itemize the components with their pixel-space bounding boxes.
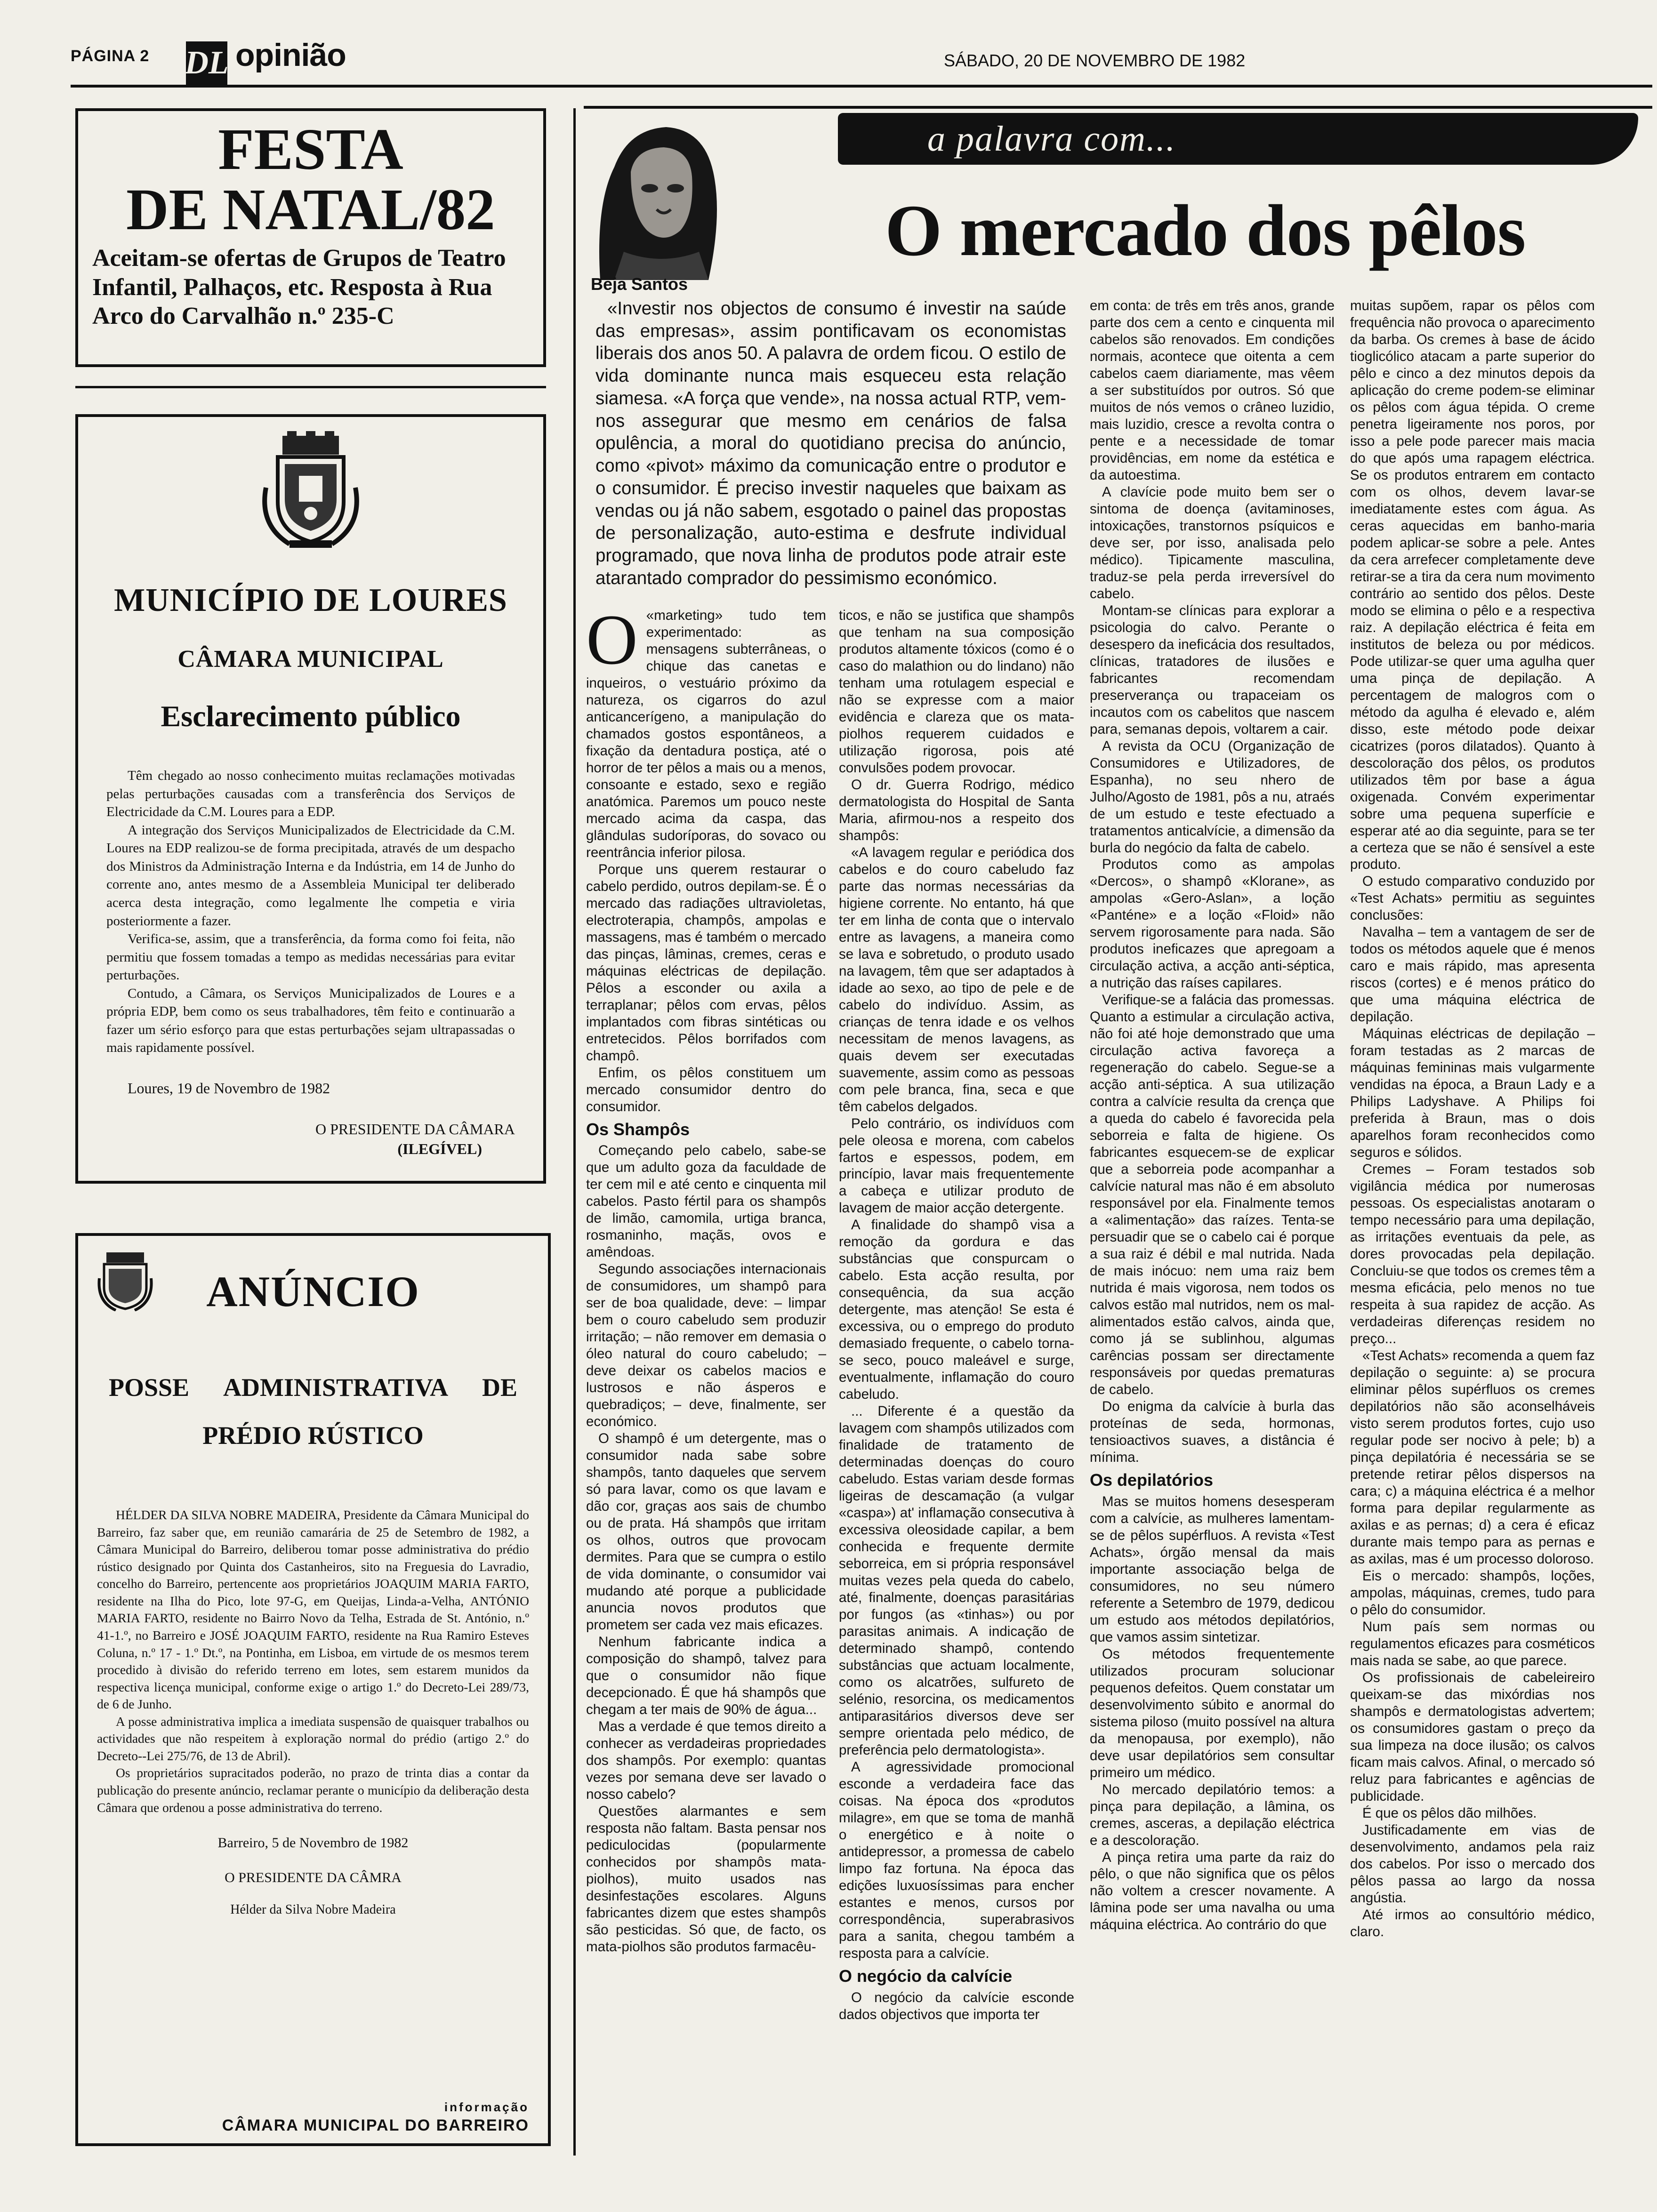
- article-paragraph: Montam-se clínicas para explorar a psicologia do calvo. Perante o desespero da ineficácia dos resultados, clínicas, tratadores de ilusões e fabricantes recomendam preserverança ou trapaceiam os incautos com os cabelitos que nascem para, semanas depois, voltarem a cair.: [1090, 602, 1335, 737]
- article-paragraph: Segundo associações internacionais de consumidores, um shampô para ser de boa qualidade, deve: – limpar bem o couro cabeludo sem produzir irritação; – não remover em demasia o óleo natural do couro cabeludo; – deve deixar os cabelos macios e lustrosos e não ásperos e quebradiços; – deve, finalmente, ser económico.: [586, 1261, 826, 1430]
- article-paragraph: A agressividade promocional esconde a verdadeira face das coisas. Na época dos «produtos milagre», em que se toma de manhã o energético e à noite o antidepressor, a promessa de cabelo limpo faz fortuna. Na época das edições luxuosíssimas para encher estantes e menos, cursos por correspondência, superabrasivos para a sanita, chegou também a resposta para a calvície.: [839, 1759, 1074, 1961]
- subhead-depilatorios: Os depilatórios: [1090, 1470, 1214, 1490]
- article-column-1: [586, 600, 826, 1956]
- article-paragraph: Começando pelo cabelo, sabe-se que um adulto goza da faculdade de ter cem mil e até cento e cinquenta mil cabelos. Pasto fértil para os shampôs de limão, camomila, urtiga branca, rosmaninho, maçãs, ovos e amêndoas.: [586, 1143, 826, 1260]
- header-rule: [71, 85, 1652, 88]
- signature-title: O PRESIDENTE DA CÂMARA: [315, 1121, 515, 1138]
- notice-paragraph: Contudo, a Câmara, os Serviços Municipalizados de Loures e a própria EDP, bem como os seus trabalhadores, têm feito e continuarão a fazer um sério esforço para que estas perturbações sejam ultrapassadas o mais rapidamente possível.: [106, 986, 515, 1056]
- festa-title: FESTA: [218, 117, 403, 182]
- article-top-rule: [584, 106, 1652, 109]
- festa-body: Aceitam-se ofertas de Grupos de Teatro Infantil, Palhaços, etc. Resposta à Rua Arco do Carvalhão n.º 235-C: [92, 245, 506, 329]
- notice-paragraph: Têm chegado ao nosso conhecimento muitas reclamações motivadas pelas perturbações causadas com a transferência dos Serviços de Electricidade da C.M. Loures para a EDP.: [106, 768, 515, 820]
- article-paragraph: A pinça retira uma parte da raiz do pêlo, o que não significa que os pêlos não voltem a crescer novamente. A lâmina pode ser uma navalha ou uma máquina eléctrica. Ao contrário do que: [1090, 1849, 1335, 1933]
- notice-paragraph: A posse administrativa implica a imediata suspensão de quaisquer trabalhos ou actividades que não respeitem à exploração normal do prédio (artigo 2.º do Decreto--Lei 275/76, de 13 de Abril).: [97, 1714, 529, 1763]
- article-paragraph: Produtos como as ampolas «Dercos», o shampô «Klorane», as ampolas «Gero-Aslan», a loção «Panténe» e a loção «Floid» não servem rigorosamente para nada. São produtos ineficazes que apregoam a circulação activa, a acção anti-séptica, a nutrição das raíses capilares.: [1090, 857, 1335, 991]
- article-paragraph: O negócio da calvície esconde dados objectivos que importa ter: [839, 1989, 1074, 2022]
- column-banner: a palavra com...: [838, 113, 1638, 165]
- divider: [75, 386, 546, 388]
- author-byline: Beja Santos: [591, 274, 688, 294]
- article-paragraph: Questões alarmantes e sem resposta não faltam. Basta pensar nos pediculocidas (popularmente conhecidos por shampôs mata-piolhos), muito usados nas desinfestações escolares. Alguns fabricantes dizem que estes shampôs são pesticidas. Só que, de facto, os mata-piolhos são produtos farmacêu-: [586, 1803, 826, 1955]
- municipality-subtitle: CÂMARA MUNICIPAL: [177, 646, 444, 673]
- info-label: informação: [444, 2100, 529, 2114]
- article-paragraph: Eis o mercado: shampôs, loções, ampolas, máquinas, cremes, tudo para o pêlo do consumidor.: [1350, 1568, 1595, 1618]
- article-paragraph: O estudo comparativo conduzido por «Test Achats» permitiu as seguintes conclusões:: [1350, 874, 1595, 923]
- notice-paragraph: HÉLDER DA SILVA NOBRE MADEIRA, Presidente da Câmara Municipal do Barreiro, faz saber que, em reunião camarária de 25 de Setembro de 1982, a Câmara Municipal do Barreiro, deliberou tomar posse administrativa do prédio rústico designado por Quinta dos Castanheiros, sito na Freguesia do Lavradio, concelho do Barreiro, pertencente aos proprietários JOAQUIM MARIA FARTO, residente na Ilha do Pico, lote 97-G, em Queijas, Linda-a-Velha, ANTÓNIO MARIA FARTO, residente no Bairro Novo da Telha, Estrada de St. António, n.º 41-1.º, no Barreiro e JOSÉ JOAQUIM FARTO, residente na Rua Ramiro Esteves Coluna, n.º 17 - 1.º Dt.º, na Pontinha, em Lisboa, em virtude de os mesmos terem procedido à divisão do referido terreno em lotes, sem estarem munidos da respectiva licença municipal, conforme exige o artigo 1.º do Decreto-Lei 289/73, de 6 de Junho.: [97, 1507, 529, 1712]
- newspaper-logo: DL: [186, 41, 227, 85]
- article-column-4: [1350, 297, 1595, 1940]
- article-lead: «Investir nos objectos de consumo é investir na saúde das empresas», assim pontificavam os economistas liberais dos anos 50. A palavra de ordem ficou. O estilo de vida dominante nunca mais esqueceu esta relação siamesa. «A força que vende», na nossa actual RTP, vem-nos assegurar que mesmo em cenários de falsa opulência, a moral do quotidiano precisa do anúncio, como «pivot» máximo da comunicação entre o produtor e o consumidor. É preciso investir naqueles que baixam as vendas ou já não sabem, esgotado o painel das propostas de personalização, auto-estima e desfrute individual programado, que nova linha de produtos pode atrair este atarantado comprador do pessimismo económico.: [595, 298, 1066, 588]
- ad-title: ANÚNCIO: [206, 1267, 420, 1315]
- article-paragraph: Até irmos ao consultório médico, claro.: [1350, 1907, 1595, 1940]
- page-number: PÁGINA 2: [71, 47, 150, 65]
- article-paragraph: A revista da OCU (Organização de Consumidores e Utilizadores, de Espanha), no seu nhero de Julho/Agosto de 1981, pôs a nu, atraés de um estudo e teste efectuado a tratamentos anticalvície, a dimensão da burla do negócio da falta de cabelo.: [1090, 738, 1335, 856]
- article-paragraph: Cremes – Foram testados sob vigilância médica por numerosas pessoas. Os especialistas anotaram o tempo necessário para uma depilação, as irritações eventuais da pele, as dores provocadas pela depilação. Concluiu-se que todos os cremes têm a mesma eficácia, pelo menos no tue respeita à sua rapidez de acção. As verdadeiras diferenças residem no preço...: [1350, 1162, 1595, 1347]
- posse-word: ADMINISTRATIVA: [223, 1373, 449, 1402]
- article-paragraph: em conta: de três em três anos, grande parte dos cem a cento e cinquenta mil cabelos são renovados. Em condições normais, acontece que oitenta a cem cabelos caem diariamente, mas vêem a ser substituídos por outros. Só que muitos de nós vemos o crâneo luzidio, mais luzidio, cresce a revolta contra o pente e a necessidade de tomar providências, em nome da estética e da autoestima.: [1090, 298, 1335, 483]
- drop-cap: O: [586, 600, 638, 679]
- article-paragraph: Justificadamente em vias de desenvolvimento, andamos pela raiz dos cabelos. Por isso o mercado dos pêlos passa ao largo da nossa angústia.: [1350, 1822, 1595, 1906]
- festa-natal-ad: [75, 108, 546, 367]
- article-paragraph: «A lavagem regular e periódica dos cabelos e do couro cabeludo faz parte das normas necessárias da higiene corrente. No entanto, há que ter em linha de conta que o intervalo entre as lavagens, a maneira como se lava e sobretudo, o produto usado na lavagem, têm que ser adaptados à idade ao sexo, ao tipo de pele e de cabelo do indivíduo. Assim, as crianças de tenra idade e os velhos necessitam de menos lavagens, as quais devem ser executadas suavemente, assim como as pessoas com pele branca, fina, seca e que têm cabelos delgados.: [839, 844, 1074, 1114]
- article-paragraph: Nenhum fabricante indica a composição do shampô, talvez para que o consumidor não fique decepcionado. É que há shampôs que chegam a ter mais de 90% de água...: [586, 1634, 826, 1717]
- article-paragraph: No mercado depilatório temos: a pinça para depilação, a lâmina, os cremes, asceras, a depilação eléctrica e a descoloração.: [1090, 1781, 1335, 1848]
- article-column-2: [839, 607, 1074, 2023]
- article-paragraph: Do enigma da calvície à burla das proteínas de seda, hormonas, tensioactivos suaves, a distância é mínima.: [1090, 1398, 1335, 1465]
- article-paragraph: A clavície pode muito bem ser o sintoma de doença (avitaminoses, intoxicações, transtornos psíquicos e deve ser, por isso, analisada pelo médico). Tipicamente masculina, traduz-se pela perda irreversível do cabelo.: [1090, 484, 1335, 601]
- article-paragraph: Mas a verdade é que temos direito a conhecer as verdadeiras propriedades dos shampôs. Por exemplo: quantas vezes por semana deve ser lavado o nosso cabelo?: [586, 1718, 826, 1802]
- article-paragraph: A finalidade do shampô visa a remoção da gordura e das substâncias que conspurcam o cabelo. Esta acção resulta, por consequência, da sua acção detergente, mas atenção! Se esta é excessiva, ou o emprego do produto demasiado frequente, o cabelo torna-se seco, pouco maleável e surge, eventualmente, inflamação do couro cabeludo.: [839, 1217, 1074, 1403]
- article-paragraph: É que os pêlos dão milhões.: [1362, 1805, 1537, 1821]
- article-paragraph: Porque uns querem restaurar o cabelo perdido, outros depilam-se. É o mercado das radiações ultravioletas, electroterapia, champôs, ampolas e massagens, mas é também o mercado das pinças, lâminas, cremes, ceras e máquinas eléctricas de depilação. Pêlos a esconder ou axila a terraplanar; pêlos com ervas, pêlos implantados com fibras sintéticas ou entretecidos. Pêlos borrifados com champô.: [586, 861, 826, 1064]
- section-title: opinião: [235, 37, 346, 73]
- article-paragraph: Mas se muitos homens desesperam com a calvície, as mulheres lamentam-se de pêlos supérfluos. A revista «Test Achats», órgão mensal da mais importante associação belga de consumidores, no seu número referente a Setembro de 1979, dedicou um estudo aos métodos depilatórios, que vamos assim sintetizar.: [1090, 1493, 1335, 1645]
- footer-council-name: CÂMARA MUNICIPAL DO BARREIRO: [222, 2116, 529, 2134]
- column-rule: [573, 108, 576, 2156]
- notice-paragraph: Os proprietários supracitados poderão, no prazo de trinta dias a contar da publicação do presente anúncio, reclamar perante o município da deliberação desta Câmara que ordenou a posse administrativa do terreno.: [97, 1765, 529, 1815]
- article-paragraph: Os métodos frequentemente utilizados procuram solucionar pequenos defeitos. Quem constatar um desenvolvimento súbito e anormal do sistema piloso (muito possível na altura da menopausa, por exemplo), não deve usar depilatórios sem consultar primeiro um médico.: [1090, 1646, 1335, 1780]
- notice-date: Barreiro, 5 de Novembro de 1982: [217, 1835, 409, 1851]
- issue-date: SÁBADO, 20 DE NOVEMBRO DE 1982: [944, 51, 1246, 70]
- festa-title-2: DE NATAL/82: [126, 177, 495, 242]
- loures-notice: [75, 414, 546, 1184]
- article-paragraph: O dr. Guerra Rodrigo, médico dermatologista do Hospital de Santa Maria, afirmou-nos a respeito dos shampôs:: [839, 777, 1074, 843]
- signature-name: (ILEGÍVEL): [397, 1140, 482, 1157]
- article-paragraph: Máquinas eléctricas de depilação – foram testadas as 2 marcas de máquinas femininas mais vulgarmente vendidas na época, a Braun Lady e a Philips Ladyshave. A Philips foi preferida à Braun, mas o dois aparelhos foram reconhecidos como seguros e sólidos.: [1350, 1026, 1595, 1161]
- barreiro-notice: [75, 1233, 551, 2146]
- municipality-title: MUNICÍPIO DE LOURES: [114, 582, 507, 618]
- article-paragraph: ticos, e não se justifica que shampôs que tenham na sua composição produtos altamente tóxicos (como é o caso do malathion ou do lindano) não tenham uma rotulagem especial e não se expresse com a maior evidência e clareza que os mata-piolhos requerem cuidados e utilização rigorosa, pois até convulsões podem provocar.: [839, 608, 1074, 776]
- article-paragraph: O shampô é um detergente, mas o consumidor nada sabe sobre shampôs, tanto daqueles que servem só para lavar, como os que lavam e dão cor, graças aos sais de chumbo ou de prata. Há shampôs que irritam os olhos, outros que provocam dermites. Para que se cumpra o estilo de vida dominante, o consumidor vai mudando até porque a publicidade anuncia novos produtos que prometem ser cada vez mais eficazes.: [586, 1431, 826, 1633]
- subhead-calvicie: O negócio da calvície: [839, 1966, 1013, 1986]
- posse-word: POSSE: [109, 1373, 190, 1402]
- article-paragraph: Pelo contrário, os indivíduos com pele oleosa e morena, com cabelos fartos e espessos, podem, em princípio, lavar mais frequentemente a cabeça e utilizar produto de lavagem de maior acção detergente.: [839, 1115, 1074, 1216]
- notice-date: Loures, 19 de Novembro de 1982: [128, 1080, 330, 1097]
- article-paragraph: Os profissionais de cabeleireiro queixam-se das mixórdias nos shampôs e dermatologistas advertem; os consumidores gastam o preço da sua limpeza na doce ilusão; os calvos ficam mais calvos. Afinal, o mercado só reluz para fabricantes e agências de publicidade.: [1350, 1669, 1595, 1804]
- notice-paragraph: A integração dos Serviços Municipalizados de Electricidade da C.M. Loures na EDP realizou-se de forma precipitada, através de um despacho dos Ministros da Administração Interna e da Indústria, em 14 de Junho do corrente ano, antes mesmo de a Assembleia Municipal ter deliberado acerca desta integração, como legalmente lhe competia e viria posteriormente a fazer.: [106, 822, 515, 929]
- article-paragraph: «Test Achats» recomenda a quem faz depilação o seguinte: a) se procura eliminar pêlos supérfluos os cremes depilatórios não são aconselháveis visto serem produtos fortes, cujo uso regular pode ser nocivo à pele; b) a pinça depilatória é necessária se se pretende retirar pêlos dispersos na cara; c) a máquina eléctrica é a melhor forma para depilar regularmente as axilas e as pernas; d) a cera é eficaz durante mais tempo para as pernas e as axilas, mas é um processo doloroso.: [1350, 1348, 1595, 1567]
- author-photo: [586, 111, 727, 280]
- article-paragraph: Verifique-se a falácia das promessas. Quanto a estimular a circulação activa, não foi até hoje demonstrado que uma circulação activa favoreça a regeneração do cabelo. Segue-se a acção anti-séptica. A sua utilização contra a calvície resulta da crença que a queda do cabelo é favorecida pela seborreia e falta de higiene. Os fabricantes esquecem-se de explicar que a seborreia pode acompanhar a calvície natural mas não é em absoluto responsável por ela. Finalmente temos a «alimentação» das raízes. Tenta-se persuadir que se o cabelo cai é porque a sua raiz é débil e mal nutrida. Nada de mais inócuo: nem uma raiz bem nutrida é mais vigorosa, nem todos os calvos estão mal nutridos, nem os mal-alimentados estão calvos, ainda que, como já se sublinhou, algumas carências possam ser directamente responsáveis por quedas prematuras de cabelo.: [1090, 992, 1335, 1397]
- notice-heading: Esclarecimento público: [161, 699, 461, 733]
- posse-word: DE: [482, 1373, 517, 1402]
- signature-name: Hélder da Silva Nobre Madeira: [230, 1902, 396, 1917]
- notice-paragraph: Verifica-se, assim, que a transferência, da forma como foi feita, não permitiu que fossem tomadas a tempo as medidas necessárias para evitar perturbações.: [106, 931, 515, 983]
- subhead-shampos: Os Shampôs: [586, 1119, 690, 1139]
- article-headline: O mercado dos pêlos: [885, 190, 1526, 271]
- coat-of-arms-icon: [97, 1250, 153, 1311]
- article-paragraph: Num país sem normas ou regulamentos eficazes para cosméticos mais nada se sabe, ao que parece.: [1350, 1619, 1595, 1668]
- article-paragraph: Enfim, os pêlos constituem um mercado consumidor dentro do consumidor.: [586, 1065, 826, 1114]
- article-paragraph: muitas supõem, rapar os pêlos com frequência não provoca o aparecimento da barba. Os cremes à base de ácido tioglicólico atacam a parte superior do pêlo e cinco a dez minutos depois da aplicação do creme podem-se eliminar os pêlos com água tépida. O creme penetra ligeiramente nos poros, por isso a pele pode parecer mais macia do que após uma rapagem eléctrica. Se os produtos entrarem em contacto com os olhos, devem lavar-se imediatamente estes com água. As ceras aquecidas em banho-maria podem aplicar-se sobre a pele. Antes da cera arrefecer completamente deve retirar-se a tira da cera num movimento contrário ao sentido dos pêlos. Deste modo se elimina o pêlo e a respectiva raiz. A depilação eléctrica é feita em institutos de beleza ou por médicos. Pode utilizar-se quer uma agulha quer uma pinça de depilação. A percentagem de malogros com o método da agulha é elevado e, além disso, este método pode deixar cicatrizes (poros dilatados). Quanto à descoloração dos pêlos, os produtos utilizados têm por base a água oxigenada. Convém experimentar sobre uma pequena superfície e esperar até ao dia seguinte, para se ter a certeza que se não é sensível a este produto.: [1350, 298, 1595, 873]
- ad-subtitle: PRÉDIO RÚSTICO: [202, 1421, 424, 1450]
- article-column-3: [1090, 297, 1335, 1933]
- article-paragraph: Navalha – tem a vantagem de ser de todos os métodos aquele que é menos caro e mais rápido, mas apresenta riscos (cortes) e é menos prático do que uma máquina eléctrica de depilação.: [1350, 924, 1595, 1025]
- signature-title: O PRESIDENTE DA CÂMRA: [225, 1870, 402, 1886]
- article-paragraph: ... Diferente é a questão da lavagem com shampôs utilizados com finalidade de tratamento de determinadas doenças do couro cabeludo. Estas variam desde formas ligeiras de descamação (a vulgar «caspa») at' inflamação consecutiva à excessiva oleosidade capilar, a bem conhecida e frequente dermite seborreica, em si própria responsável muitas vezes pela queda do cabelo, até, finalmente, doenças parasitárias por fungos (as «tinhas») ou por parasitas animais. A indicação de determinado shampô, contendo substâncias que actuam localmente, como os alcatrões, sulfureto de selénio, resorcina, os medicamentos antiparasitários diversos deve ser sempre orientada pelo médico, de preferência pelo dermatologista».: [839, 1403, 1074, 1758]
- coat-of-arms-icon: [257, 431, 365, 549]
- article-paragraph: «marketing» tudo tem experimentado: as mensagens subterrâneas, o chique das canetas e inqueiros, o vestuário próximo da natureza, os cigarros do azul anticancerígeno, a manipulação do chamados gostos espontâneos, a fixação da dentadura postiça, até o horror de ter pêlos a mais ou a menos, consoante e estado, sexo e região anatómica. Paremos um pouco neste mercado acima da caspa, das glândulas sudoríporas, do sovaco ou reentrância inferior pilosa.: [586, 608, 826, 860]
